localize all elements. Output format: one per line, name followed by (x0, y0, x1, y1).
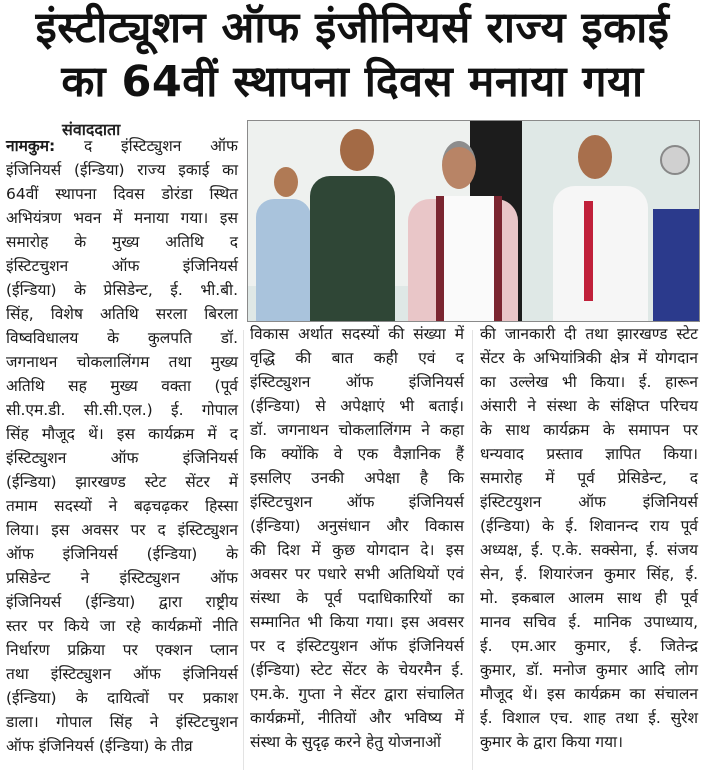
article-line: (ईन्डिया) अनुसंधान और विकास (250, 517, 464, 535)
article-line: 64वीं स्थापना दिवस डोरंडा स्थित (6, 185, 238, 203)
article-line: तमाम सदस्यों ने बढ़चढ़कर हिस्सा (6, 497, 238, 515)
byline: संवाददाता (62, 120, 121, 139)
article-line: कुमार के द्वारा किया गया। (480, 733, 623, 751)
article-line: समारोह में पूर्व प्रेसिडेन्ट, द (480, 469, 698, 487)
person-right-tie (584, 201, 593, 301)
person-left-head (274, 167, 298, 197)
shawl (436, 196, 502, 322)
article-line: संस्था के सुदृढ़ करने हेतु योजनाओं (250, 733, 441, 751)
article-line: की जानकारी दी तथा झारखण्ड स्टेट (480, 325, 698, 343)
article-line: कि क्योंकि वे एक वैज्ञानिक हैं (250, 445, 464, 463)
dateline: नामकुम: (6, 137, 56, 155)
person-vest-head (340, 129, 374, 171)
person-right-head (578, 135, 612, 179)
article-line: मौजूद थें। इस कार्यक्रम का संचालन (480, 685, 698, 703)
article-line: मानव सचिव ई. मानिक उपाध्याय, (480, 613, 698, 631)
article-line: (ईन्डिया) के प्रेसिडेन्ट, ई. भी.बी. (6, 281, 238, 299)
person-left-jacket (256, 199, 311, 322)
article-line: सिंह, विशेष अतिथि सरला बिरला (6, 305, 238, 323)
article-line: लिया। इस अवसर पर द इंस्टिट्युशन (6, 521, 238, 539)
article-line (6, 134, 238, 158)
article-line: निर्धारण प्रक्रिया पर एक्शन प्लान (6, 641, 238, 659)
article-line: (ईन्डिया) के दायित्वों पर प्रकाश (6, 689, 238, 707)
article-line: तथा इंस्टिट्युशन ऑफ इंजिनियर्स (6, 665, 238, 683)
article-line: ऑफ इंजिनियर्स (ईन्डिया) के (6, 545, 238, 563)
article-line: सिंह मौजूद थें। इस कार्यक्रम में द (6, 425, 238, 443)
article-column-2 (250, 322, 464, 754)
article-line: इंस्टिटचुशन ऑफ इंजिनियर्स (250, 493, 464, 511)
article-line: (ईन्डिया) से अपेक्षाएं भी बताई। (250, 397, 464, 415)
article-line: इंस्टिट्युशन ऑफ इंजिनियर्स (250, 373, 464, 391)
headline-line-2: का 64वीं स्थापना दिवस मनाया गया (61, 57, 644, 107)
event-photo (247, 120, 700, 322)
article-line: अवसर पर पधारे सभी अतिथियों एवं (250, 565, 464, 583)
article-line: अंसारी ने संस्था के संक्षिप्त परिचय (480, 397, 698, 415)
article-line: सी.एम.डी. सी.सी.एल.) ई. गोपाल (6, 401, 238, 419)
column-divider (472, 330, 473, 770)
article-line: विकास अर्थात सदस्यों की संख्या में (250, 325, 464, 343)
article-line: के साथ कार्यक्रम के समापन पर (480, 421, 698, 439)
article-line: ऑफ इंजिनियर्स (ईन्डिया) के तीव्र (6, 737, 193, 755)
article-line: प्रसिडेन्ट ने इंस्टिट्युशन ऑफ (6, 569, 238, 587)
article-line: इंस्टिटयुशन ऑफ इंजिनियर्स (480, 493, 698, 511)
article-line: अध्यक्ष, ई. ए.के. सक्सेना, ई. संजय (480, 541, 698, 559)
article-column-1 (6, 134, 238, 758)
article-line: (ईन्डिया) स्टेट सेंटर के चेयरमैन ई. (250, 661, 464, 679)
article-line-text: द इंस्टिट्युशन ऑफ (55, 137, 238, 155)
article-line: अतिथि सह मुख्य वक्ता (पूर्व (6, 377, 238, 395)
article-line: अभियंत्रण भवन में मनाया गया। इस (6, 209, 238, 227)
article-line: वृद्धि की बात कही एवं द (250, 349, 464, 367)
banner (653, 209, 700, 322)
article-line: सेन, ई. शियारंजन कुमार सिंह, ई. (480, 565, 698, 583)
article-line: ई. एम.आर कुमार, ई. जितेन्द्र (480, 637, 698, 655)
article-line: स्तर पर किये जा रहे कार्यक्रमों नीति (6, 617, 238, 635)
article-line: जगनाथन चोकलालिंगम तथा मुख्य (6, 353, 238, 371)
article-column-3 (480, 322, 698, 754)
person-center-head (442, 141, 476, 189)
article-line: संस्था के पूर्व पदाधिकारियों का (250, 589, 464, 607)
article-line: मो. इकबाल आलम साथ ही पूर्व (480, 589, 698, 607)
column-divider (243, 330, 244, 770)
article-line: की दिश में कुछ योगदान दे। इस (250, 541, 464, 559)
article-line: ई. विशाल एच. शाह तथा ई. सुरेश (480, 709, 698, 727)
article-line: कार्यक्रमों, नीतियों और भविष्य में (250, 709, 464, 727)
article-line: डाला। गोपाल सिंह ने इंस्टिटचुशन (6, 713, 238, 731)
article-line: इंजिनियर्स (ईन्डिया) राज्य इकाई का (6, 161, 238, 179)
article-line: इसलिए उनकी अपेक्षा है कि (250, 469, 464, 487)
article-line: का उल्लेख भी किया। ई. हारून (480, 373, 698, 391)
article-line: इंस्टिटचुशन ऑफ इंजिनियर्स (6, 257, 238, 275)
person-right-shirt (553, 186, 648, 322)
headline-line-1: इंस्टीट्यूशन ऑफ इंजीनियर्स राज्य इकाई (35, 3, 670, 53)
article-line: कुमार, डॉ. मनोज कुमार आदि लोग (480, 661, 698, 679)
article-line: (ईन्डिया) झारखण्ड स्टेट सेंटर में (6, 473, 238, 491)
article-line: धन्यवाद प्रस्ताव ज्ञापित किया। (480, 445, 698, 463)
article-line: इंजिनियर्स (ईन्डिया) द्वारा राष्ट्रीय (6, 593, 238, 611)
wall-fan (660, 145, 690, 175)
article-line: समारोह के मुख्य अतिथि द (6, 233, 238, 251)
article-line: सम्मानित भी किया गया। इस अवसर (250, 613, 464, 631)
article-line: एम.के. गुप्ता ने सेंटर द्वारा संचालित (250, 685, 464, 703)
article-line: सेंटर के अभियांत्रिकी क्षेत्र में योगदान (480, 349, 698, 367)
person-vest (310, 176, 395, 322)
article-line: डॉ. जगनाथन चोकलालिंगम ने कहा (250, 421, 464, 439)
article-line: (ईन्डिया) के ई. शिवानन्द राय पूर्व (480, 517, 698, 535)
article-line: पर द इंस्टिटयुशन ऑफ इंजिनियर्स (250, 637, 464, 655)
article-line: इंस्टिट्युशन ऑफ इंजिनियर्स (6, 449, 238, 467)
article-line: विष्वविधालय के कुलपति डॉ. (6, 329, 238, 347)
